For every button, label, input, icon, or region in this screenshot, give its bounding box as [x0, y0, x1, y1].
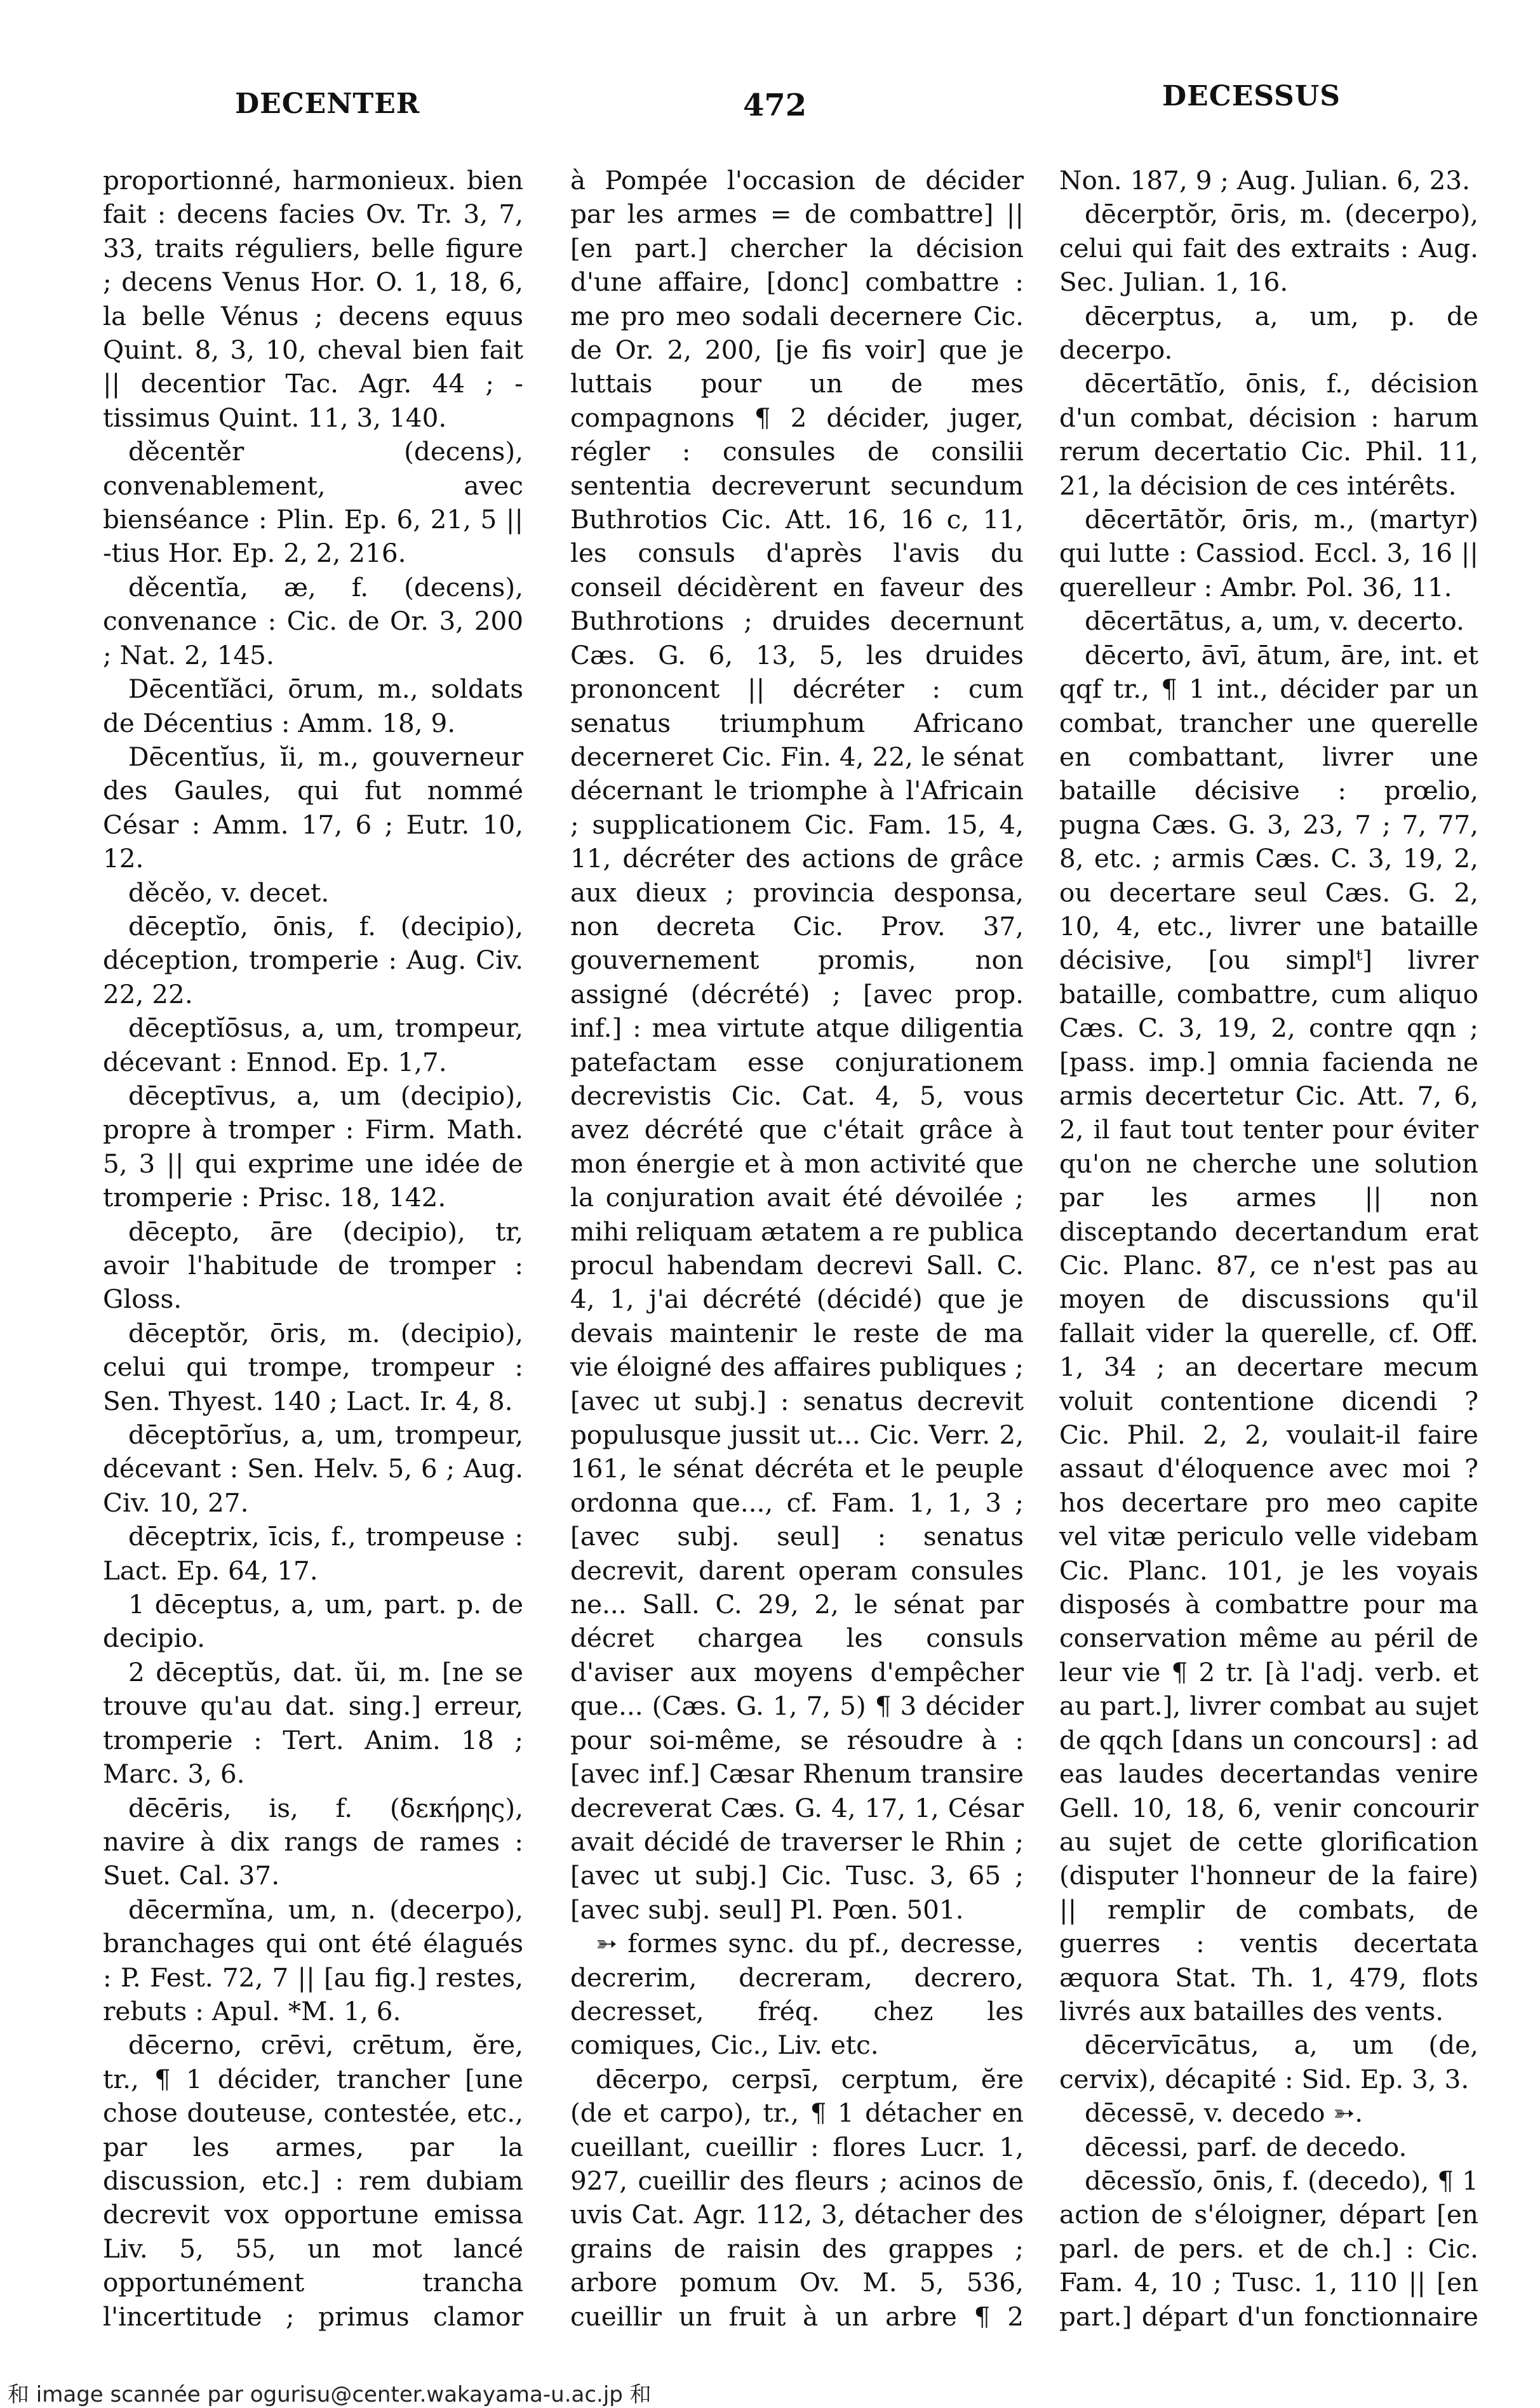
dictionary-entry: dēcēris, is, f. (δεκήρης), navire à dix rangs de rames : Suet. Cal. 37.: [103, 1792, 523, 1891]
dictionary-entry: dēcessĭo, ōnis, f. (decedo), ¶ 1 action de s'éloigner, départ [en parl. de pers. et de ch.] : Cic. Fam. 4, 10 ; Tusc. 1, 110 || [en part.] départ d'un fonctionnaire: [1059, 2165, 1478, 2332]
column-1: [103, 164, 523, 2335]
dictionary-entry: dēcessi, parf. de decedo.: [1085, 2131, 1407, 2162]
dictionary-entry: dēcerno, crēvi, crētum, ĕre, tr., ¶ 1 décider, trancher [une chose douteuse, contestée, etc., par les armes, par la discussion, etc.] : rem dubiam decrevit vox opportune emissa Liv. 5, 55, un mot lancé opportunément trancha l'incertitude ; primus clamor: [103, 2030, 523, 2332]
column-3: [1059, 164, 1478, 2335]
page-number: 472: [743, 88, 807, 123]
dictionary-entry: dēcerptus, a, um, p. de decerpo.: [1059, 300, 1478, 366]
running-head-right: DECESSUS: [1162, 80, 1341, 112]
dictionary-entry: děcentĭa, æ, f. (decens), convenance : Cic. de Or. 3, 200 ; Nat. 2, 145.: [103, 571, 523, 670]
dictionary-entry: dēcessē, v. decedo ➳.: [1085, 2098, 1363, 2129]
dictionary-entry: dēceptĭōsus, a, um, trompeur, décevant : Ennod. Ep. 1,7.: [103, 1013, 523, 1077]
dictionary-entry: Dēcentĭus, ĭi, m., gouverneur des Gaules, qui fut nommé César : Amm. 17, 6 ; Eutr. 10, 12.: [103, 741, 523, 874]
dictionary-entry: 1 dēceptus, a, um, part. p. de decipio.: [103, 1589, 523, 1654]
dictionary-entry: dēcerto, āvī, ātum, āre, int. et qqf tr., ¶ 1 int., décider par un combat, trancher une querelle en combattant, livrer une bataille décisive : prœlio, pugna Cæs. G. 3, 23, 7 ; 7, 77, 8, etc. ; armis Cæs. C. 3, 19, 2, ou decertare seul Cæs. G. 2, 10, 4, etc., livrer une bataille décisive, [ou simplᵗ] livrer bataille, combattre, cum aliquo Cæs. C. 3, 19, 2, contre qqn ; [pass. imp.] omnia facienda ne armis decertetur Cic. Att. 7, 6, 2, il faut tout tenter pour éviter qu'on ne cherche une solution par les armes || non disceptando decertandum erat Cic. Planc. 87, ce n'est pas au moyen de discussions qu'il fallait vider la querelle, cf. Off. 1, 34 ; an decertare mecum voluit contentione dicendi ? Cic. Phil. 2, 2, voulait-il faire assaut d'éloquence avec moi ? hos decertare pro meo capite vel vitæ periculo velle videbam Cic. Planc. 101, je les voyais disposés à combattre pour ma conservation même au péril de leur vie ¶ 2 tr. [à l'adj. verb. et au part.], livrer combat au sujet de qqch [dans un concours] : ad eas laudes decertandas venire Gell. 10, 18, 6, venir concourir au sujet de cette glorification (disputer l'honneur de la faire) || remplir de combats, de guerres : ventis decertata æquora Stat. Th. 1, 479, flots livrés aux batailles des vents.: [1059, 639, 1478, 2026]
dictionary-entry: děcěo, v. decet.: [128, 877, 330, 908]
dictionary-entry: dēcervīcātus, a, um (de, cervix), décapité : Sid. Ep. 3, 3.: [1059, 2030, 1478, 2094]
dictionary-entry: 2 dēceptŭs, dat. ŭi, m. [ne se trouve qu'au dat. sing.] erreur, tromperie : Tert. Anim. 18 ; Marc. 3, 6.: [103, 1656, 523, 1790]
dictionary-entry: dēcepto, āre (decipio), tr, avoir l'habitude de tromper : Gloss.: [103, 1216, 523, 1315]
dictionary-entry: dēcertātŏr, ōris, m., (martyr) qui lutte : Cassiod. Eccl. 3, 16 || querelleur : Ambr. Pol. 36, 11.: [1059, 504, 1478, 602]
dictionary-entry: dēcertātĭo, ōnis, f., décision d'un combat, décision : harum rerum decertatio Cic. Phil. 11, 21, la décision de ces intérêts.: [1059, 368, 1478, 501]
column-2: [570, 164, 1024, 2335]
dictionary-entry: dēcertātus, a, um, v. decerto.: [1085, 606, 1464, 637]
dictionary-entry: dēcerpo, cerpsī, cerptum, ĕre (de et carpo), tr., ¶ 1 détacher en cueillant, cueillir : flores Lucr. 1, 927, cueillir des fleurs ; acinos de uvis Cat. Agr. 112, 3, détacher des grains de raisin des grappes ; arbore pomum Ov. M. 5, 536, cueillir un fruit à un arbre ¶ 2: [570, 2063, 1024, 2332]
dictionary-entry: proportionné, harmonieux. bien fait : decens facies Ov. Tr. 3, 7, 33, traits réguliers, belle figure ; decens Venus Hor. O. 1, 18, 6, la belle Vénus ; decens equus Quint. 8, 3, 10, cheval bien fait || decentior Tac. Agr. 44 ; -tissimus Quint. 11, 3, 140.: [103, 165, 523, 433]
dictionary-entry: à Pompée l'occasion de décider par les armes = de combattre] || [en part.] chercher la décision d'une affaire, [donc] combattre : me pro meo sodali decernere Cic. de Or. 2, 200, [je fis voir] que je luttais pour un de mes compagnons ¶ 2 décider, juger, régler : consules de consilii sententia decreverunt secundum Buthrotios Cic. Att. 16, 16 c, 11, les consuls d'après l'avis du conseil décidèrent en faveur des Buthrotions ; druides decernunt Cæs. G. 6, 13, 5, les druides prononcent || décréter : cum senatus triumphum Africano decerneret Cic. Fin. 4, 22, le sénat décernant le triomphe à l'Africain ; supplicationem Cic. Fam. 15, 4, 11, décréter des actions de grâce aux dieux ; provincia desponsa, non decreta Cic. Prov. 37, gouvernement promis, non assigné (décrété) ; [avec prop. inf.] : mea virtute atque diligentia patefactam esse conjurationem decrevistis Cic. Cat. 4, 5, vous avez décrété que c'était grâce à mon énergie et à mon activité que la conjuration avait été dévoilée ; mihi reliquam ætatem a re publica procul habendam decrevi Sall. C. 4, 1, j'ai décrété (décidé) que je devais maintenir le reste de ma vie éloigné des affaires publiques ; [avec ut subj.] : senatus decrevit populusque jussit ut... Cic. Verr. 2, 161, le sénat décréta et le peuple ordonna que..., cf. Fam. 1, 1, 3 ; [avec subj. seul] : senatus decrevit, darent operam consules ne... Sall. C. 29, 2, le sénat par décret chargea les consuls d'aviser aux moyens d'empêcher que... (Cæs. G. 1, 7, 5) ¶ 3 décider pour soi-même, se résoudre à : [avec inf.] Cæsar Rhenum transire decreverat Cæs. G. 4, 17, 1, César avait décidé de traverser le Rhin ; [avec ut subj.] Cic. Tusc. 3, 65 ; [avec subj. seul] Pl. Pœn. 501.: [570, 165, 1024, 1925]
dictionary-entry: dēceptīvus, a, um (decipio), propre à tromper : Firm. Math. 5, 3 || qui exprime une idée de tromperie : Prisc. 18, 142.: [103, 1080, 523, 1213]
scan-credit: 和 image scannée par ogurisu@center.wakayama-u.ac.jp 和: [8, 2382, 652, 2407]
dictionary-entry: dēcermĭna, um, n. (decerpo), branchages qui ont été élagués : P. Fest. 72, 7 || [au fig.] restes, rebuts : Apul. *M. 1, 6.: [103, 1894, 523, 2026]
dictionary-entry: dēcerptŏr, ōris, m. (decerpo), celui qui fait des extraits : Aug. Sec. Julian. 1, 16.: [1059, 199, 1478, 298]
running-head-left: DECENTER: [235, 88, 420, 120]
dictionary-entry: děcentěr (decens), convenablement, avec bienséance : Plin. Ep. 6, 21, 5 || -tius Hor. Ep. 2, 2, 216.: [103, 436, 523, 569]
dictionary-entry: Non. 187, 9 ; Aug. Julian. 6, 23.: [1059, 165, 1470, 196]
dictionary-entry: Dēcentĭăci, ōrum, m., soldats de Décentius : Amm. 18, 9.: [103, 674, 523, 738]
dictionary-entry: dēceptōrĭus, a, um, trompeur, décevant : Sen. Helv. 5, 6 ; Aug. Civ. 10, 27.: [103, 1420, 523, 1518]
page-header: [0, 75, 1540, 145]
dictionary-entry: ➳ formes sync. du pf., decresse, decrerim, decreram, decrero, decresset, fréq. chez les comiques, Cic., Liv. etc.: [570, 1928, 1024, 2061]
dictionary-entry: dēceptŏr, ōris, m. (decipio), celui qui trompe, trompeur : Sen. Thyest. 140 ; Lact. Ir. 4, 8.: [103, 1317, 523, 1416]
dictionary-entry: dēceptĭo, ōnis, f. (decipio), déception, tromperie : Aug. Civ. 22, 22.: [103, 910, 523, 1009]
dictionary-entry: dēceptrix, īcis, f., trompeuse : Lact. Ep. 64, 17.: [103, 1521, 523, 1586]
